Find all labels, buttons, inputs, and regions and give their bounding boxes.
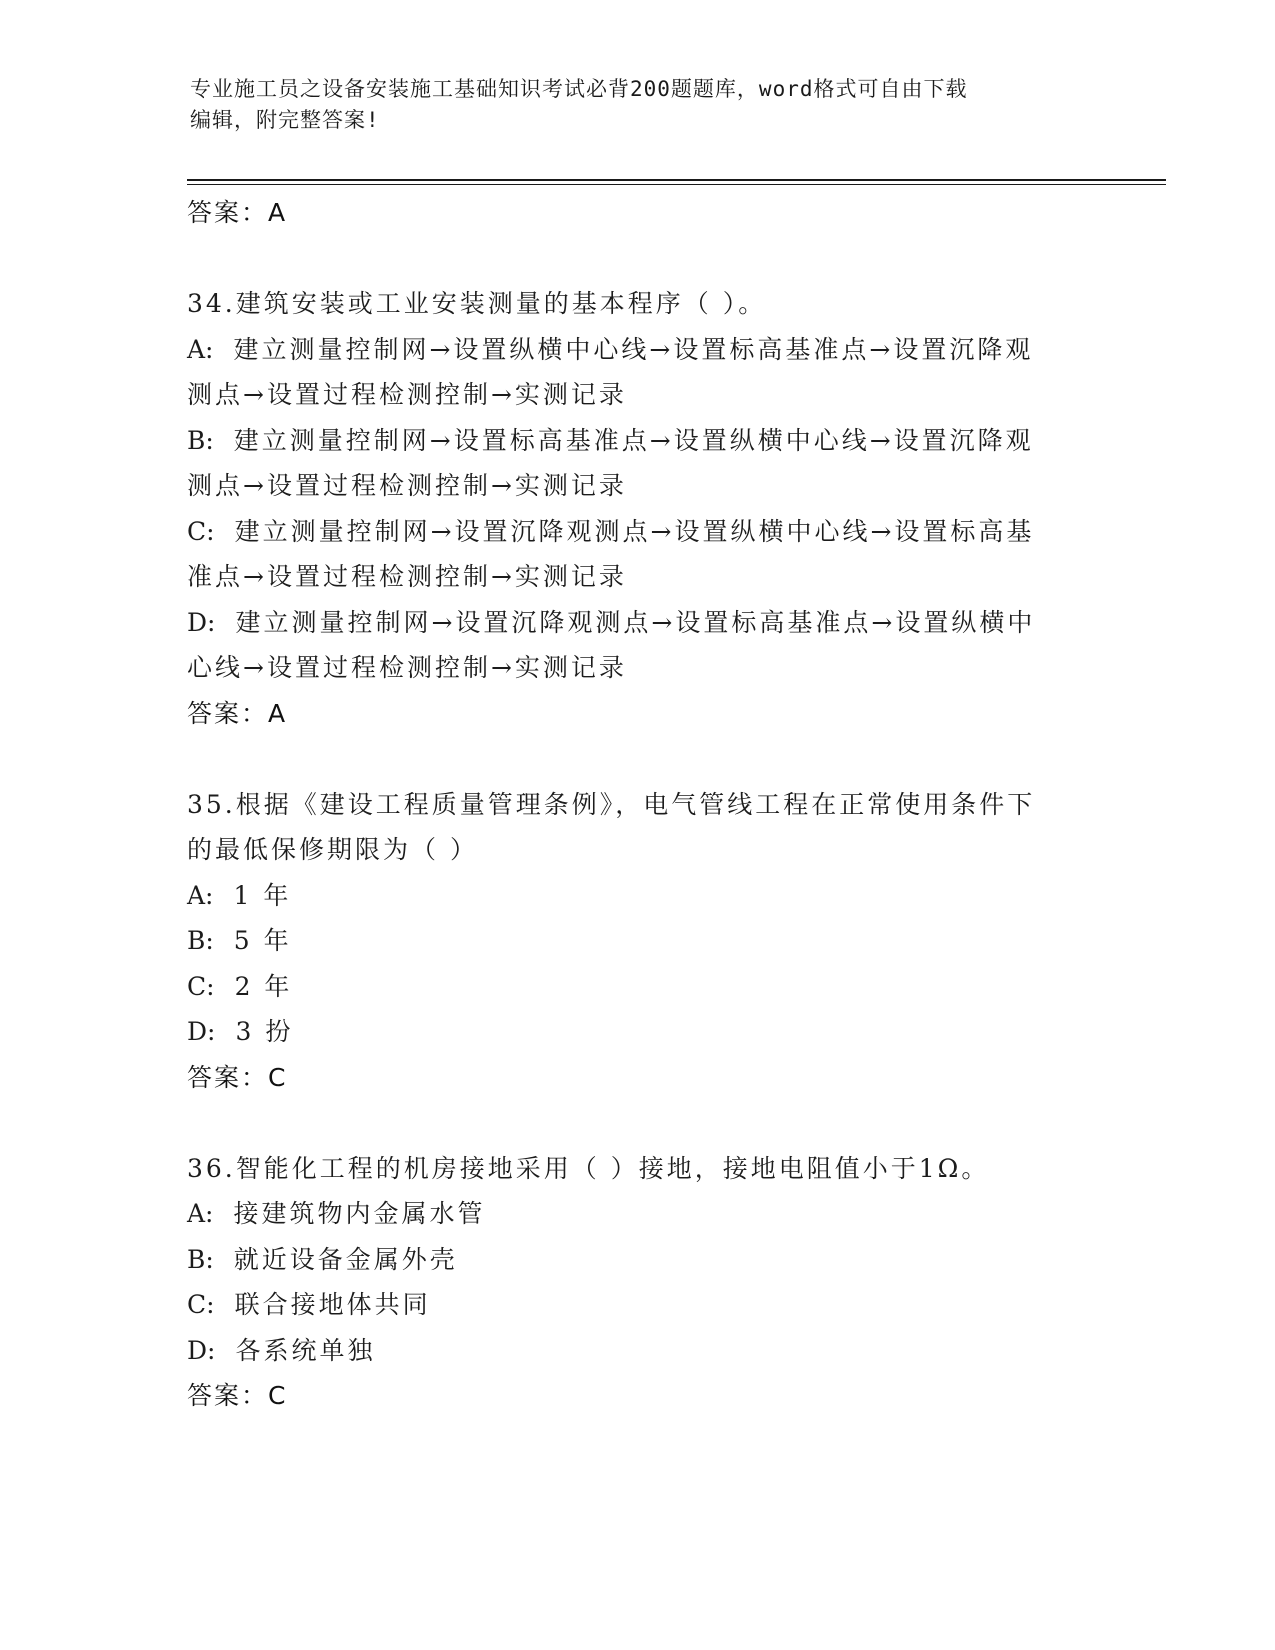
answer-value: C xyxy=(268,1381,287,1410)
question-answer xyxy=(187,1055,1087,1101)
header-divider-thin xyxy=(187,184,1166,185)
spacer xyxy=(187,1100,1087,1146)
option-d-continued: 心线→设置过程检测控制→实测记录 xyxy=(187,653,627,682)
option-text: 各系统单独 xyxy=(235,1335,376,1365)
option-c xyxy=(187,1282,1087,1328)
option-text: 3 扮 xyxy=(235,1017,294,1046)
option-letter: B: xyxy=(187,425,214,455)
answer-label: 答案： xyxy=(187,1381,269,1410)
option-letter: D: xyxy=(187,607,216,637)
header-line-2: 编辑，附完整答案! xyxy=(190,108,380,132)
option-a xyxy=(187,873,1087,919)
option-text: 建立测量控制网→设置沉降观测点→设置标高基准点→设置纵横中 xyxy=(235,607,1036,637)
option-letter: D: xyxy=(187,1017,216,1046)
option-d xyxy=(187,600,1087,646)
option-letter: A: xyxy=(187,880,214,910)
option-text: 1 年 xyxy=(233,880,292,910)
question-34 xyxy=(187,281,1087,736)
option-b-continued: 测点→设置过程检测控制→实测记录 xyxy=(187,471,627,500)
question-stem-continued: 的最低保修期限为（ ） xyxy=(187,835,478,864)
option-text: 5 年 xyxy=(233,926,292,955)
option-c xyxy=(187,509,1087,555)
option-text: 接建筑物内金属水管 xyxy=(233,1199,486,1228)
question-content xyxy=(187,190,1087,1419)
answer-label: 答案： xyxy=(187,698,269,728)
option-d xyxy=(187,1328,1087,1374)
option-text: 建立测量控制网→设置标高基准点→设置纵横中心线→设置沉降观 xyxy=(233,425,1034,455)
spacer xyxy=(187,236,1087,282)
answer-label: 答案： xyxy=(187,1062,269,1092)
question-stem: 36.智能化工程的机房接地采用（ ）接地，接地电阻值小于1Ω。 xyxy=(187,1153,990,1183)
spacer xyxy=(187,736,1087,782)
option-c-continued: 准点→设置过程检测控制→实测记录 xyxy=(187,562,627,591)
option-letter: A: xyxy=(187,1199,214,1228)
header-divider-thick xyxy=(187,179,1166,181)
option-a xyxy=(187,327,1087,373)
option-letter: A: xyxy=(187,334,214,364)
option-letter: C: xyxy=(187,971,215,1001)
question-36 xyxy=(187,1146,1087,1419)
option-letter: D: xyxy=(187,1335,216,1365)
question-answer xyxy=(187,1373,1087,1419)
document-header xyxy=(190,74,1070,136)
option-text: 联合接地体共同 xyxy=(234,1290,431,1319)
question-stem: 34.建筑安装或工业安装测量的基本程序（ ）。 xyxy=(187,289,767,318)
option-letter: B: xyxy=(187,1244,214,1274)
option-letter: C: xyxy=(187,1290,215,1319)
option-text: 2 年 xyxy=(234,971,293,1001)
option-text: 建立测量控制网→设置纵横中心线→设置标高基准点→设置沉降观 xyxy=(233,334,1034,364)
option-letter: C: xyxy=(187,516,215,546)
answer-value: A xyxy=(268,198,287,227)
option-letter: B: xyxy=(187,926,214,955)
option-text: 就近设备金属外壳 xyxy=(233,1244,458,1274)
option-b xyxy=(187,418,1087,464)
option-d xyxy=(187,1009,1087,1055)
option-a xyxy=(187,1191,1087,1237)
option-b xyxy=(187,918,1087,964)
answer-value: A xyxy=(268,698,287,728)
header-line-1: 专业施工员之设备安装施工基础知识考试必背200题题库，word格式可自由下载 xyxy=(190,77,968,101)
question-35 xyxy=(187,782,1087,1101)
option-a-continued: 测点→设置过程检测控制→实测记录 xyxy=(187,380,627,409)
answer-value: C xyxy=(268,1062,287,1092)
question-stem: 35.根据《建设工程质量管理条例》，电气管线工程在正常使用条件下 xyxy=(187,789,1036,819)
option-c xyxy=(187,964,1087,1010)
previous-answer xyxy=(187,190,1087,236)
answer-label: 答案： xyxy=(187,198,269,227)
option-b xyxy=(187,1237,1087,1283)
question-answer xyxy=(187,691,1087,737)
option-text: 建立测量控制网→设置沉降观测点→设置纵横中心线→设置标高基 xyxy=(234,516,1035,546)
